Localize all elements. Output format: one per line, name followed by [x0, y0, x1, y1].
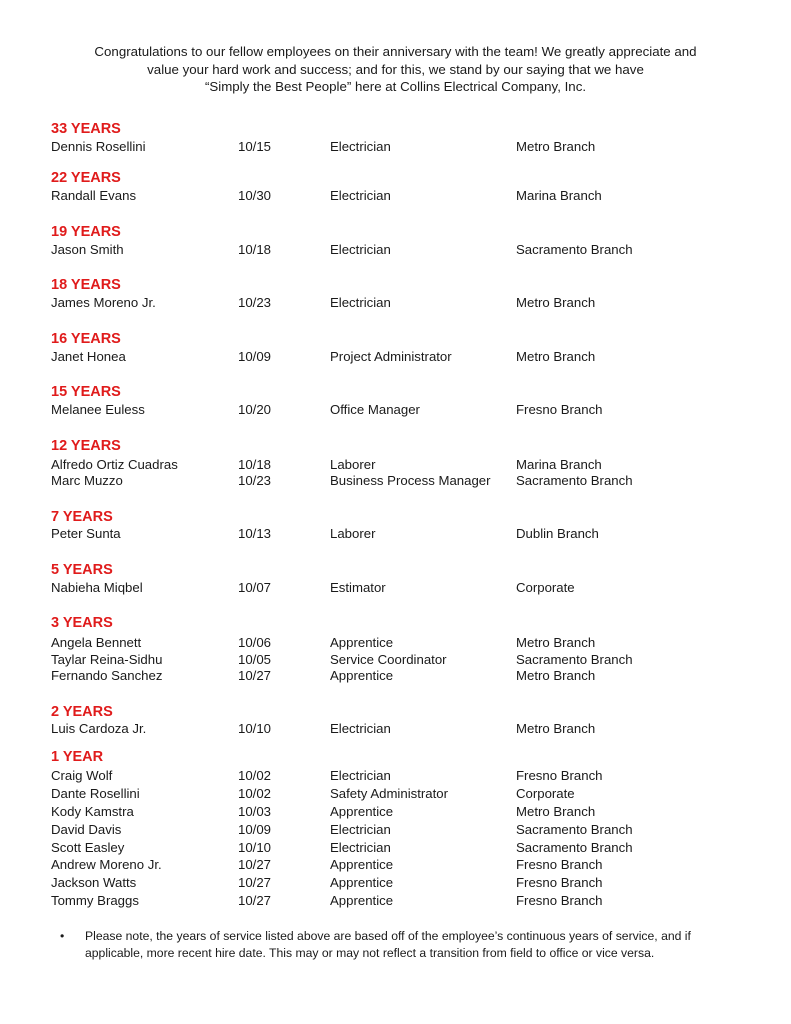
branch: Metro Branch [516, 295, 596, 310]
years-heading: 15 YEARS [51, 384, 121, 400]
years-heading: 18 YEARS [51, 277, 121, 293]
employee-row [0, 526, 791, 543]
employee-name: Luis Cardoza Jr. [51, 721, 147, 736]
employee-row [0, 875, 791, 892]
employee-name: Nabieha Miqbel [51, 580, 143, 595]
branch: Marina Branch [516, 188, 602, 203]
anniversary-date: 10/23 [238, 295, 272, 310]
employee-row [0, 242, 791, 259]
employee-row [0, 668, 791, 685]
employee-name: Peter Sunta [51, 526, 121, 541]
job-title: Office Manager [330, 402, 420, 417]
branch: Metro Branch [516, 721, 596, 736]
employee-row [0, 402, 791, 419]
employee-name: Craig Wolf [51, 768, 113, 783]
years-heading: 19 YEARS [51, 224, 121, 240]
job-title: Business Process Manager [330, 473, 491, 488]
anniversary-date: 10/02 [238, 786, 272, 801]
employee-row [0, 139, 791, 156]
anniversary-date: 10/18 [238, 242, 272, 257]
branch: Sacramento Branch [516, 473, 633, 488]
anniversary-date: 10/18 [238, 457, 272, 472]
employee-row [0, 349, 791, 366]
branch: Sacramento Branch [516, 840, 633, 855]
employee-name: Kody Kamstra [51, 804, 134, 819]
branch: Metro Branch [516, 635, 596, 650]
branch: Corporate [516, 786, 575, 801]
intro-paragraph [40, 43, 751, 96]
anniversary-date: 10/27 [238, 875, 272, 890]
employee-row [0, 840, 791, 857]
branch: Dublin Branch [516, 526, 599, 541]
employee-row [0, 295, 791, 312]
job-title: Apprentice [330, 804, 394, 819]
employee-name: Taylar Reina-Sidhu [51, 652, 163, 667]
intro-line: Congratulations to our fellow employees on their anniversary with the team! We greatly appreciate and [94, 44, 697, 59]
employee-name: James Moreno Jr. [51, 295, 156, 310]
branch: Metro Branch [516, 349, 596, 364]
employee-name: Fernando Sanchez [51, 668, 163, 683]
employee-name: Scott Easley [51, 840, 125, 855]
intro-line: value your hard work and success; and for this, we stand by our saying that we have [147, 61, 644, 77]
anniversary-date: 10/03 [238, 804, 272, 819]
job-title: Electrician [330, 721, 391, 736]
employee-name: Marc Muzzo [51, 473, 123, 488]
employee-row [0, 473, 791, 490]
years-heading: 16 YEARS [51, 331, 121, 347]
branch: Fresno Branch [516, 893, 603, 908]
branch: Corporate [516, 580, 575, 595]
employee-row [0, 893, 791, 910]
branch: Fresno Branch [516, 875, 603, 890]
job-title: Laborer [330, 526, 376, 541]
job-title: Electrician [330, 188, 391, 203]
anniversary-date: 10/27 [238, 857, 272, 872]
job-title: Electrician [330, 242, 391, 257]
employee-name: Melanee Euless [51, 402, 145, 417]
job-title: Project Administrator [330, 349, 452, 364]
job-title: Electrician [330, 139, 391, 154]
years-heading: 12 YEARS [51, 438, 121, 454]
branch: Sacramento Branch [516, 652, 633, 667]
branch: Fresno Branch [516, 857, 603, 872]
anniversary-date: 10/06 [238, 635, 272, 650]
intro-line: “Simply the Best People” here at Collins Electrical Company, Inc. [204, 79, 587, 94]
employee-row [0, 580, 791, 597]
bullet-marker: • [60, 929, 65, 943]
job-title: Electrician [330, 822, 391, 837]
anniversary-date: 10/15 [238, 139, 272, 154]
employee-name: Randall Evans [51, 188, 137, 203]
branch: Fresno Branch [516, 402, 603, 417]
anniversary-date: 10/07 [238, 580, 272, 595]
note-line: applicable, more recent hire date. This may or may not reflect a transition from field to office or vice versa. [85, 945, 655, 960]
job-title: Electrician [330, 295, 391, 310]
job-title: Laborer [330, 457, 376, 472]
employee-row [0, 786, 791, 803]
branch: Metro Branch [516, 668, 596, 683]
job-title: Apprentice [330, 635, 394, 650]
job-title: Apprentice [330, 857, 394, 872]
years-heading: 2 YEARS [51, 704, 113, 720]
employee-row [0, 768, 791, 785]
years-heading: 5 YEARS [51, 562, 113, 578]
branch: Fresno Branch [516, 768, 603, 783]
anniversary-date: 10/09 [238, 349, 272, 364]
employee-row [0, 822, 791, 839]
years-heading: 33 YEARS [51, 121, 121, 137]
note-line: Please note, the years of service listed above are based off of the employee’s continuous years of service, and if [85, 929, 691, 943]
job-title: Safety Administrator [330, 786, 449, 801]
job-title: Apprentice [330, 893, 394, 908]
anniversary-date: 10/23 [238, 473, 272, 488]
anniversary-date: 10/05 [238, 652, 272, 667]
employee-row [0, 652, 791, 669]
branch: Marina Branch [516, 457, 602, 472]
anniversary-date: 10/20 [238, 402, 272, 417]
branch: Metro Branch [516, 139, 596, 154]
anniversary-date: 10/13 [238, 526, 272, 541]
job-title: Apprentice [330, 875, 394, 890]
anniversary-date: 10/10 [238, 840, 272, 855]
service-note [60, 928, 750, 961]
years-heading: 22 YEARS [51, 170, 121, 186]
employee-name: Jackson Watts [51, 875, 137, 890]
branch: Metro Branch [516, 804, 596, 819]
employee-name: Jason Smith [51, 242, 124, 257]
employee-name: Janet Honea [51, 349, 126, 364]
branch: Sacramento Branch [516, 822, 633, 837]
employee-name: Tommy Braggs [51, 893, 139, 908]
employee-row [0, 857, 791, 874]
employee-row [0, 635, 791, 652]
years-heading: 1 YEAR [51, 749, 104, 765]
anniversary-date: 10/10 [238, 721, 272, 736]
employee-row [0, 188, 791, 205]
branch: Sacramento Branch [516, 242, 633, 257]
job-title: Electrician [330, 840, 391, 855]
employee-row [0, 721, 791, 738]
employee-name: Alfredo Ortiz Cuadras [51, 457, 178, 472]
anniversary-date: 10/27 [238, 893, 272, 908]
employee-row [0, 457, 791, 474]
job-title: Apprentice [330, 668, 394, 683]
anniversary-date: 10/09 [238, 822, 272, 837]
employee-name: Dennis Rosellini [51, 139, 146, 154]
years-heading: 7 YEARS [51, 509, 113, 525]
employee-name: Andrew Moreno Jr. [51, 857, 162, 872]
years-heading: 3 YEARS [51, 615, 113, 631]
job-title: Service Coordinator [330, 652, 447, 667]
employee-name: Dante Rosellini [51, 786, 140, 801]
anniversary-date: 10/02 [238, 768, 272, 783]
job-title: Electrician [330, 768, 391, 783]
employee-row [0, 804, 791, 821]
employee-name: Angela Bennett [51, 635, 142, 650]
employee-name: David Davis [51, 822, 122, 837]
anniversary-date: 10/30 [238, 188, 272, 203]
job-title: Estimator [330, 580, 386, 595]
anniversary-date: 10/27 [238, 668, 272, 683]
